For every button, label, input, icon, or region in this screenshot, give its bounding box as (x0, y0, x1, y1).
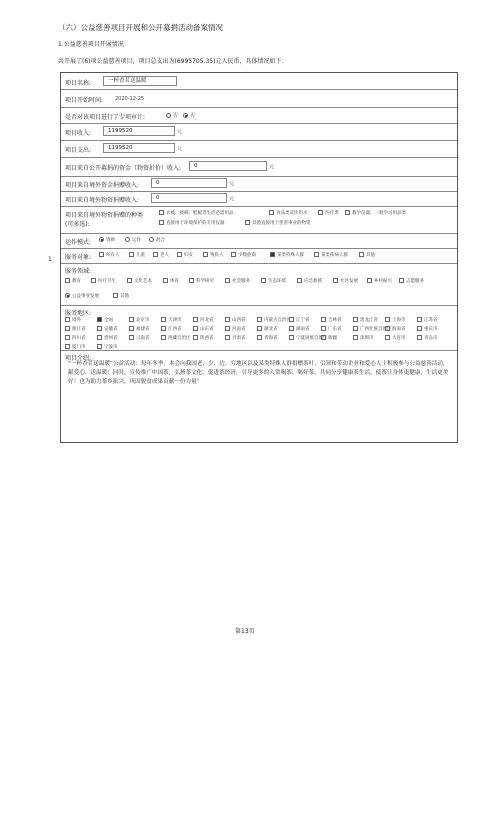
region-label-text: 青岛市 (424, 336, 438, 341)
region-checkbox[interactable] (193, 317, 198, 322)
overseas-goods-unit: 元 (229, 196, 235, 202)
region-checkbox[interactable] (417, 335, 422, 340)
field-option[interactable]: 乡村振兴 (367, 278, 392, 284)
region-label-text: 海南省 (392, 327, 406, 332)
target-option[interactable]: 所有人 (99, 252, 120, 258)
field-option[interactable]: 文化艺术 (127, 278, 152, 284)
region-option[interactable] (385, 317, 406, 323)
overseas-goods-field[interactable]: 0 (151, 193, 227, 203)
income-field[interactable]: 1199520 (103, 126, 175, 136)
region-checkbox[interactable] (353, 326, 358, 331)
summary-text: 共开展了(6)项公益慈善项目，项目总支出为(6995705.35)元人民币，具体情况如下： (58, 58, 288, 65)
region-option[interactable] (417, 317, 438, 323)
region-checkbox[interactable] (97, 335, 102, 340)
region-option[interactable] (321, 326, 342, 332)
goods-type-option[interactable]: 其他直接用于慈善事业的物资 (245, 220, 311, 226)
region-option[interactable] (417, 326, 438, 332)
region-checkbox[interactable] (385, 317, 390, 322)
region-label-text: 内蒙古自治区 (264, 318, 291, 323)
audit-no-option[interactable]: 否 (166, 112, 178, 119)
audit-yes-radio[interactable] (183, 113, 188, 118)
region-label-text: 宁夏回族自治区 (296, 336, 328, 341)
goods-type-option[interactable]: 直接用于环境保护的专用仪器 (159, 220, 225, 226)
region-option[interactable] (193, 317, 214, 323)
region-label-text: 陕西省 (200, 336, 214, 341)
field-option[interactable]: 应急救援 (297, 278, 322, 284)
audit-yes-option[interactable]: 否 (183, 112, 195, 119)
region-checkbox[interactable] (65, 317, 70, 322)
expense-field[interactable]: 1199520 (103, 143, 175, 153)
field-option[interactable]: 科学研究 (189, 278, 214, 284)
field-option[interactable]: 志愿服务 (399, 278, 424, 284)
operation-label: 运作模式: (65, 239, 92, 246)
region-option[interactable] (225, 326, 246, 332)
region-checkbox[interactable] (417, 317, 422, 322)
region-option[interactable] (129, 335, 150, 341)
region-checkbox[interactable] (129, 317, 134, 322)
overseas-goods-label: 项目来自境外物资捐赠收入: (65, 197, 140, 204)
region-checkbox[interactable] (129, 335, 134, 340)
region-option[interactable] (225, 317, 246, 323)
region-label-text: 河南省 (232, 327, 246, 332)
target-option[interactable]: 老人 (153, 252, 169, 258)
region-label-text: 广东省 (328, 327, 342, 332)
project-name-field[interactable]: 一杯香茗送温暖 (103, 76, 177, 86)
region-option[interactable] (65, 344, 86, 350)
region-checkbox[interactable] (289, 317, 294, 322)
audit-no-radio[interactable] (166, 113, 171, 118)
overseas-fund-field[interactable]: 0 (151, 178, 227, 188)
field-option[interactable]: 体育 (163, 278, 179, 284)
region-option[interactable] (129, 317, 150, 323)
region-label-text: 厦门市 (72, 345, 86, 350)
target-option[interactable]: 某类特殊人群 (270, 252, 304, 258)
region-checkbox[interactable] (97, 317, 102, 322)
region-option[interactable] (289, 326, 310, 332)
overseas-fund-label: 项目来自境外资金捐赠收入: (65, 182, 140, 189)
start-time-label: 项目开始时间: (65, 97, 104, 104)
region-checkbox[interactable] (129, 326, 134, 331)
row-index: 1 (48, 256, 52, 263)
region-option[interactable] (257, 317, 291, 323)
region-label-text: 云南省 (136, 336, 150, 341)
region-label-text: 甘肃省 (232, 336, 246, 341)
region-checkbox[interactable] (385, 335, 390, 340)
region-label-text: 山西省 (232, 318, 246, 323)
region-label-text: 广西壮族自治区 (360, 327, 392, 332)
region-label-text: 四川省 (72, 336, 86, 341)
region-label-text: 江西省 (168, 327, 182, 332)
region-label-text: 江苏省 (424, 318, 438, 323)
region-label-text: 青海省 (264, 336, 278, 341)
region-checkbox[interactable] (257, 317, 262, 322)
region-option[interactable] (97, 326, 118, 332)
region-label-text: 辽宁省 (296, 318, 310, 323)
region-checkbox[interactable] (193, 335, 198, 340)
region-label-text: 全国 (104, 318, 113, 323)
region-option[interactable] (257, 326, 278, 332)
region-label-text: 吉林省 (328, 318, 342, 323)
region-label-text: 河北省 (200, 318, 214, 323)
region-label-text: 深圳市 (360, 336, 374, 341)
region-label-text: 北京市 (136, 318, 150, 323)
region-option[interactable] (161, 335, 191, 341)
region-option[interactable] (289, 317, 310, 323)
audit-label: 是否对该项目进行了专项审计: (65, 114, 146, 121)
region-option[interactable] (65, 326, 86, 332)
region-label-text: 福建省 (136, 327, 150, 332)
region-option[interactable] (385, 335, 406, 341)
region-checkbox[interactable] (225, 335, 230, 340)
region-label-text: 重庆市 (424, 327, 438, 332)
field-option[interactable]: 公益事业发展 (65, 293, 99, 299)
region-checkbox[interactable] (353, 317, 358, 322)
region-checkbox[interactable] (289, 326, 294, 331)
region-checkbox[interactable] (65, 326, 70, 331)
target-option[interactable]: 儿童 (129, 252, 145, 258)
region-option[interactable] (353, 317, 378, 323)
region-label-text: 浙江省 (72, 327, 86, 332)
region-checkbox[interactable] (257, 335, 262, 340)
goods-type-option[interactable]: 医疗类 (318, 210, 339, 216)
region-option[interactable] (97, 344, 118, 350)
region-label-text: 境外 (72, 318, 81, 323)
target-option[interactable]: 某类疾病人群 (314, 252, 348, 258)
region-checkbox[interactable] (193, 326, 198, 331)
field-option[interactable]: 教育 (65, 278, 81, 284)
region-label-text: 天津市 (168, 318, 182, 323)
region-option[interactable] (65, 317, 81, 323)
region-checkbox[interactable] (65, 335, 70, 340)
target-label: 服务对象: (65, 254, 92, 261)
region-option[interactable] (193, 335, 214, 341)
target-option[interactable]: 少数族裔 (231, 252, 256, 258)
region-checkbox[interactable] (321, 335, 326, 340)
target-option[interactable]: 残疾人 (203, 252, 224, 258)
target-option[interactable]: 其他 (359, 252, 375, 258)
target-option[interactable]: 妇女 (177, 252, 193, 258)
project-form (60, 72, 458, 443)
region-label: 服务地区: (65, 310, 92, 317)
region-option[interactable] (193, 326, 214, 332)
region-checkbox[interactable] (289, 335, 294, 340)
region-checkbox[interactable] (321, 326, 326, 331)
section-title: （六）公益慈善项目开展和公开募捐活动备案情况 (58, 23, 223, 32)
region-option[interactable] (129, 326, 150, 332)
public-fund-label: 项目来自公开募捐的资金（物资折价）收入: (65, 165, 182, 172)
income-unit: 元 (177, 129, 183, 135)
field-option[interactable]: 生态环境 (261, 278, 286, 284)
expense-label: 项目支出: (65, 147, 92, 154)
goods-type-option[interactable]: 食品类及饮用水 (269, 210, 308, 216)
overseas-fund-unit: 元 (229, 181, 235, 187)
region-option[interactable] (97, 335, 118, 341)
region-label-text: 山东省 (200, 327, 214, 332)
public-fund-field[interactable]: 0 (189, 161, 267, 171)
goods-type-option[interactable]: 教学仪器、一般学习用品类 (345, 210, 406, 216)
region-option[interactable] (321, 317, 342, 323)
page-number: 第13页 (235, 628, 255, 635)
region-checkbox[interactable] (97, 344, 102, 349)
operation-option[interactable]: 资助 (99, 237, 115, 243)
goods-type-label: 项目来自境外物资捐赠的种类 (65, 212, 144, 219)
field-option[interactable]: 社会服务 (225, 278, 250, 284)
region-label-text: 安徽省 (104, 327, 118, 332)
operation-option[interactable]: 运作 (125, 237, 141, 243)
region-option[interactable] (257, 335, 278, 341)
region-option[interactable] (65, 335, 86, 341)
intro-text: “一杯香茗送温暖”公益活动：每年冬季，本会向我国老、少、边、穷地区以及某类特殊人群捐赠茶叶，引领和带动企业和爱心人士积极参与公益慈善活动，献爱心、送温暖！同时，宣传推广中国茶，弘扬茶文化，促进茶经济，引导更多的人常喝茶、喝好茶，共同分享健康茶生活，使茶让身体更健康，生活更美好！也为助力茶乡振兴，巩固脱贫成果贡献一份力量！ (68, 361, 449, 385)
region-option[interactable] (97, 317, 113, 323)
region-option[interactable] (353, 335, 374, 341)
region-label-text: 湖北省 (264, 327, 278, 332)
start-time-value[interactable]: 2020-12-25 (115, 96, 145, 102)
goods-type-option[interactable]: 衣被、被褥、鞋履等生活必需用品 (159, 210, 234, 216)
field-option[interactable]: 医疗卫生 (91, 278, 116, 284)
field-option[interactable]: 其他 (113, 293, 129, 299)
subsection-title: 1.公益慈善项目开展情况 (58, 41, 124, 48)
region-checkbox[interactable] (161, 317, 166, 322)
region-option[interactable] (417, 335, 438, 341)
project-name-label: 项目名称: (65, 80, 92, 87)
field-option[interactable]: 社区发展 (333, 278, 358, 284)
region-label-text: 贵州省 (104, 336, 118, 341)
region-checkbox[interactable] (385, 326, 390, 331)
income-label: 项目收入: (65, 130, 92, 137)
region-label-text: 新疆 (328, 336, 337, 341)
region-checkbox[interactable] (225, 326, 230, 331)
region-label-text: 西藏自治区 (168, 336, 191, 341)
expense-unit: 元 (177, 146, 183, 152)
public-fund-unit: 元 (269, 164, 275, 170)
goods-type-label-2: (可多选): (65, 221, 90, 228)
region-checkbox[interactable] (161, 326, 166, 331)
region-option[interactable] (385, 326, 406, 332)
region-checkbox[interactable] (225, 317, 230, 322)
region-checkbox[interactable] (321, 317, 326, 322)
operation-option[interactable]: 混合 (149, 237, 165, 243)
region-option[interactable] (321, 335, 337, 341)
region-checkbox[interactable] (257, 326, 262, 331)
field-label: 服务领域: (65, 268, 92, 275)
region-checkbox[interactable] (161, 335, 166, 340)
region-label-text: 上海市 (392, 318, 406, 323)
region-label-text: 宁波市 (104, 345, 118, 350)
intro-label: 项目介绍: (65, 355, 92, 362)
region-label-text: 黑龙江省 (360, 318, 378, 323)
region-checkbox[interactable] (65, 344, 70, 349)
region-option[interactable] (225, 335, 246, 341)
region-checkbox[interactable] (353, 335, 358, 340)
region-checkbox[interactable] (97, 326, 102, 331)
region-option[interactable] (161, 317, 182, 323)
region-label-text: 湖南省 (296, 327, 310, 332)
region-checkbox[interactable] (417, 326, 422, 331)
region-option[interactable] (161, 326, 182, 332)
region-label-text: 大连市 (392, 336, 406, 341)
